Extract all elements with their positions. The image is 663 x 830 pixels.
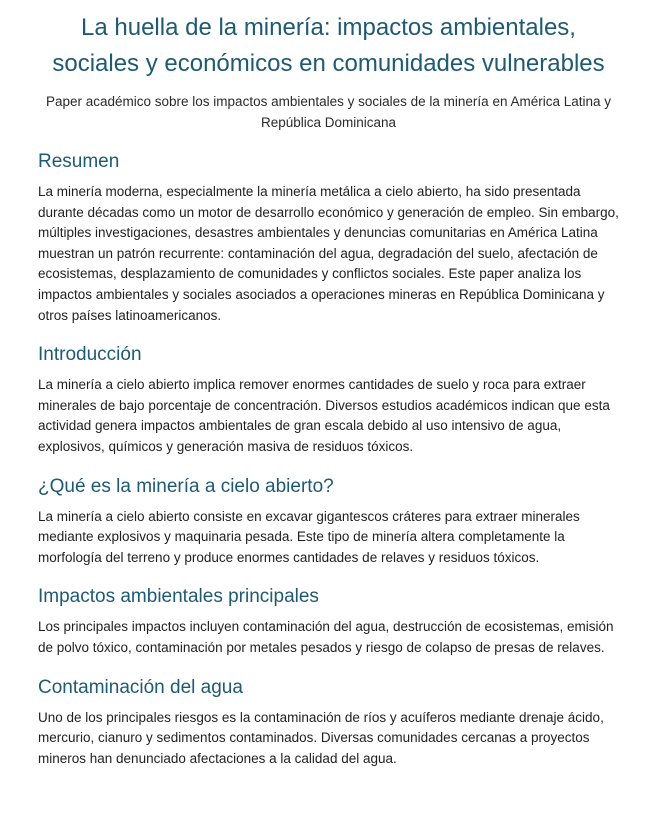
section-heading: Impactos ambientales principales: [38, 586, 319, 608]
section-heading: Resumen: [38, 151, 120, 172]
section-body: Los principales impactos incluyen contaminación del agua, destrucción de ecosistemas, emisión de polvo tóxico, contaminación por metales pesados y riesgo de colapso de presas de relaves.: [38, 619, 614, 655]
section-body: Uno de los principales riesgos es la contaminación de ríos y acuíferos mediante drenaje ácido, mercurio, cianuro y sedimentos contaminados. Diversas comunidades cercanas a proyectos mineros han denunciado afectaciones a la calidad del agua.: [38, 709, 604, 766]
section-heading: Contaminación del agua: [38, 676, 243, 698]
section-heading: ¿Qué es la minería a cielo abierto?: [38, 475, 334, 497]
section-introduccion: [38, 342, 619, 457]
section-que-es: [38, 474, 619, 569]
section-body: La minería a cielo abierto consiste en excavar gigantescos cráteres para extraer minerales mediante explosivos y maquinaria pesada. Este tipo de minería altera completamente la morfología del terreno y produce enormes cantidades de relaves y residuos tóxicos.: [38, 508, 580, 565]
section-resumen: [38, 149, 619, 326]
section-body: La minería a cielo abierto implica remover enormes cantidades de suelo y roca para extraer minerales de bajo porcentaje de concentración. Diversos estudios académicos indican que esta actividad genera impactos ambientales de gran escala debido al uso intensivo de agua, explosivos, químicos y generación masiva de residuos tóxicos.: [38, 377, 610, 454]
section-impactos: [38, 584, 619, 658]
section-contaminacion-agua: [38, 675, 619, 770]
section-body: La minería moderna, especialmente la minería metálica a cielo abierto, ha sido presentada durante décadas como un motor de desarrollo económico y generación de empleo. Sin embargo, múltiples investigaciones, desastres ambientales y denuncias comunitarias en América Latina muestran un patrón recurrente: contaminación del agua, degradación del suelo, afectación de ecosistemas, desplazamiento de comunidades y conflictos sociales. Este paper analiza los impactos ambientales y sociales asociados a operaciones mineras en República Dominicana y otros países latinoamericanos.: [38, 184, 619, 323]
paper-subtitle: Paper académico sobre los impactos ambientales y sociales de la minería en América Latina y República Dominicana: [45, 94, 612, 130]
paper-title: La huella de la minería: impactos ambientales, sociales y económicos en comunidades vulnerables: [52, 14, 605, 77]
section-heading: Introducción: [38, 344, 142, 366]
